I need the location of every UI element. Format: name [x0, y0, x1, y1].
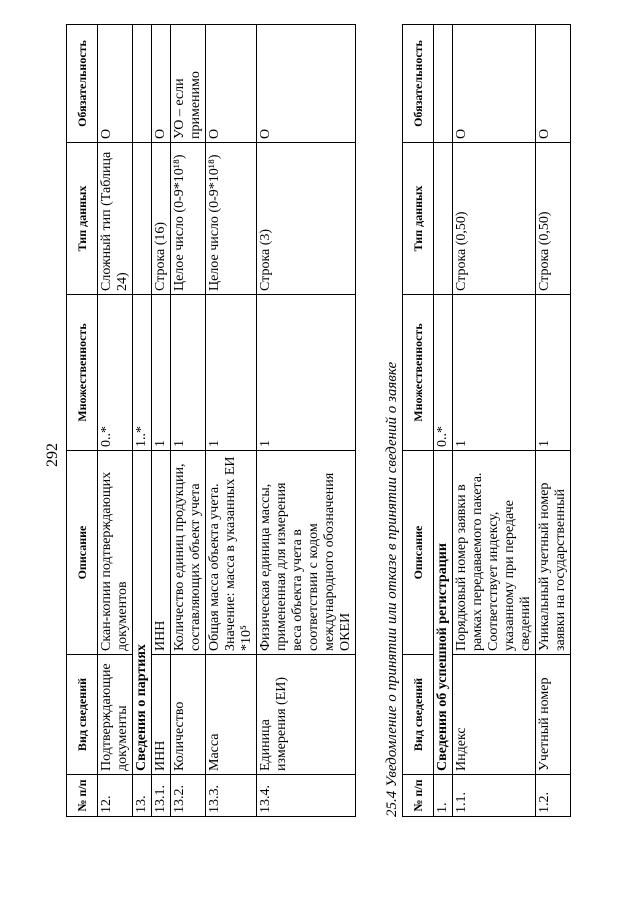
cell-mult: 1	[453, 295, 536, 451]
cell-num: 13.4.	[257, 775, 356, 817]
cell-kind: Сведения об успешной регистрации	[434, 451, 453, 775]
cell-mult: 1	[171, 295, 206, 451]
column-header: Обязательность	[403, 25, 434, 143]
table-header-row	[403, 25, 434, 817]
cell-mult: 1	[257, 295, 356, 451]
cell-req: О	[206, 25, 257, 143]
cell-num: 13.3.	[206, 775, 257, 817]
cell-type: Целое число (0-9*10¹⁸)	[206, 143, 257, 295]
cell-num: 13.2.	[171, 775, 206, 817]
cell-type: Целое число (0-9*10¹⁸)	[171, 143, 206, 295]
cell-kind: Подтверждающие документы	[98, 655, 133, 775]
cell-num: 1.2.	[536, 775, 571, 817]
cell-type	[434, 143, 453, 295]
cell-type: Сложный тип (Таблица 24)	[98, 143, 133, 295]
column-header: Вид сведений	[403, 655, 434, 775]
cell-num: 13.1.	[152, 775, 171, 817]
cell-req	[434, 25, 453, 143]
column-header: Описание	[403, 451, 434, 655]
table-header-row	[67, 25, 98, 817]
cell-num: 13.	[133, 775, 152, 817]
cell-num: 12.	[98, 775, 133, 817]
column-header: Множественность	[403, 295, 434, 451]
table-row	[171, 25, 206, 817]
column-header: Вид сведений	[67, 655, 98, 775]
cell-desc: Физическая единица массы, примененная для измерения веса объекта учета в соответствии с кодом международного обозначения ОКЕИ	[257, 451, 356, 655]
table-row	[453, 25, 536, 817]
table-caption: 25.4 Уведомление о принятии или отказе в принятии сведений о заявке	[384, 361, 400, 817]
cell-req	[133, 25, 152, 143]
cell-type: Строка (0,50)	[453, 143, 536, 295]
table-row	[133, 25, 152, 817]
cell-mult: 0..*	[98, 295, 133, 451]
cell-kind: Индекс	[453, 655, 536, 775]
column-header: № п/п	[403, 775, 434, 817]
cell-kind: Учетный номер	[536, 655, 571, 775]
cell-mult: 1	[536, 295, 571, 451]
table-row	[152, 25, 171, 817]
cell-req: О	[257, 25, 356, 143]
cell-req: О	[536, 25, 571, 143]
cell-mult: 0..*	[434, 295, 453, 451]
cell-req: О	[453, 25, 536, 143]
cell-num: 1.	[434, 775, 453, 817]
cell-type: Строка (16)	[152, 143, 171, 295]
column-header: Обязательность	[67, 25, 98, 143]
table-row	[98, 25, 133, 817]
cell-num: 1.1.	[453, 775, 536, 817]
column-header: Множественность	[67, 295, 98, 451]
cell-req: О	[98, 25, 133, 143]
cell-desc: Общая масса объекта учета. Значение: масса в указанных ЕИ *10⁵	[206, 451, 257, 655]
table-row	[536, 25, 571, 817]
cell-req: УО – если применимо	[171, 25, 206, 143]
cell-desc: Скан-копии подтверждающих документов	[98, 451, 133, 655]
page-number: 292	[44, 443, 61, 467]
cell-desc: Количество единиц продукции, составляющих объект учета	[171, 451, 206, 655]
cell-desc: Уникальный учетный номер заявки на государственный	[536, 451, 571, 655]
cell-desc: Порядковый номер заявки в рамках передаваемого пакета. Соответствует индексу, указанному при передаче сведений	[453, 451, 536, 655]
cell-type	[133, 143, 152, 295]
column-header: Описание	[67, 451, 98, 655]
table-row	[206, 25, 257, 817]
table-attributes	[66, 24, 356, 817]
cell-mult: 1	[152, 295, 171, 451]
table-notification	[402, 24, 571, 817]
cell-kind: Единица измерения (ЕИ)	[257, 655, 356, 775]
cell-kind: Количество	[171, 655, 206, 775]
column-header: Тип данных	[403, 143, 434, 295]
table-row	[434, 25, 453, 817]
cell-kind: Сведения о партиях	[133, 451, 152, 775]
cell-type: Строка (0,50)	[536, 143, 571, 295]
column-header: Тип данных	[67, 143, 98, 295]
cell-kind: Масса	[206, 655, 257, 775]
column-header: № п/п	[67, 775, 98, 817]
cell-kind: ИНН	[152, 655, 171, 775]
cell-mult: 1	[206, 295, 257, 451]
table-row	[257, 25, 356, 817]
cell-req: О	[152, 25, 171, 143]
cell-desc: ИНН	[152, 451, 171, 655]
cell-mult: 1..*	[133, 295, 152, 451]
cell-type: Строка (3)	[257, 143, 356, 295]
